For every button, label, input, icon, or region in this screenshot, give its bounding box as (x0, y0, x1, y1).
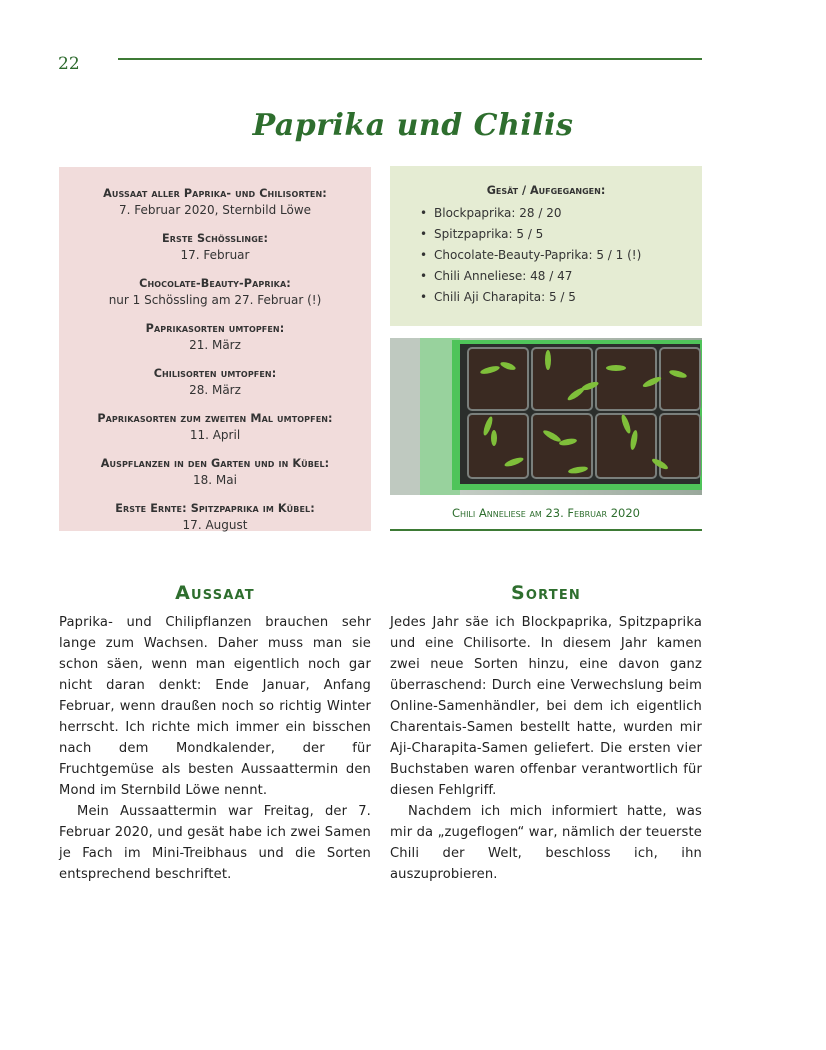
timeline-value: 17. Februar (180, 248, 250, 262)
sown-heading: Gesät / Aufgegangen: (486, 184, 606, 197)
page-title: Paprika und Chilis (252, 108, 574, 143)
list-item: • Spitzpaprika: 5 / 5 (434, 224, 686, 245)
aussaat-text (59, 612, 371, 885)
timeline-label: Paprikasorten zum zweiten Mal umtopfen: (97, 412, 333, 425)
timeline-box (59, 167, 371, 531)
timeline-entry (67, 185, 363, 219)
timeline-value: 18. Mai (193, 473, 237, 487)
timeline-label: Aussaat aller Paprika- und Chilisorten: (103, 187, 327, 200)
sorten-heading: Sorten (511, 582, 581, 604)
timeline-value: 11. April (189, 428, 241, 442)
caption-rule (390, 529, 702, 531)
timeline-value: nur 1 Schössling am 27. Februar (!) (108, 293, 322, 307)
top-rule (118, 58, 702, 60)
photo-caption: Chili Anneliese am 23. Februar 2020 (452, 506, 640, 520)
sorten-text (390, 612, 702, 885)
timeline-label: Chilisorten umtopfen: (153, 367, 277, 380)
timeline-entry (67, 230, 363, 264)
paragraph: Mein Aussaattermin war Freitag, der 7. Februar 2020, und gesät habe ich zwei Samen je Fach im Mini-Treibhaus und die Sorten entsprechend beschriftet. (59, 804, 371, 882)
timeline-entry (67, 455, 363, 489)
seedling-photo (390, 338, 702, 495)
list-item: • Chili Anneliese: 48 / 47 (434, 266, 686, 287)
sown-box (390, 166, 702, 326)
timeline-entry (67, 365, 363, 399)
list-item: • Blockpaprika: 28 / 20 (434, 203, 686, 224)
sown-list (406, 203, 686, 308)
list-item: • Chocolate-Beauty-Paprika: 5 / 1 (!) (434, 245, 686, 266)
timeline-value: 7. Februar 2020, Sternbild Löwe (118, 203, 312, 217)
timeline-entry (67, 500, 363, 534)
timeline-entry (67, 320, 363, 354)
timeline-label: Erste Ernte: Spitzpaprika im Kübel: (115, 502, 315, 515)
timeline-entry (67, 410, 363, 444)
paragraph: Jedes Jahr säe ich Blockpaprika, Spitzpaprika und eine Chilisorte. In diesem Jahr kamen zwei neue Sorten hinzu, eine davon ganz überraschend: Durch eine Verwechslung beim Online-Samenhändler, bei dem ich eigentlich Charentais-Samen bestellt hatte, wurden mir Aji-Charapita-Samen geliefert. Die ersten vier Buchstaben waren offenbar verantwortlich für diesen Fehlgriff. (390, 615, 702, 798)
timeline-label: Chocolate-Beauty-Paprika: (139, 277, 291, 290)
timeline-label: Paprikasorten umtopfen: (145, 322, 285, 335)
aussaat-heading: Aussaat (175, 582, 255, 604)
paragraph: Nachdem ich mich informiert hatte, was mir da „zugeflogen“ war, nämlich der teuerste Chili der Welt, beschloss ich, ihn auszuprobieren. (390, 804, 702, 882)
timeline-value: 17. August (182, 518, 248, 532)
timeline-label: Auspflanzen in den Garten und in Kübel: (100, 457, 330, 470)
timeline-entry (67, 275, 363, 309)
paragraph: Paprika- und Chilipflanzen brauchen sehr lange zum Wachsen. Daher muss man sie schon säen, wenn man eigentlich noch gar nicht daran denkt: Ende Januar, Anfang Februar, wenn draußen noch so richtig Winter herrscht. Ich richte mich immer ein bisschen nach dem Mondkalender, der für Fruchtgemüse als besten Aussaattermin den Mond im Sternbild Löwe nennt. (59, 615, 371, 798)
list-item: • Chili Aji Charapita: 5 / 5 (434, 287, 686, 308)
seedling-tray-image (390, 338, 702, 495)
page-number: 22 (58, 54, 80, 74)
timeline-value: 28. März (189, 383, 241, 397)
timeline-value: 21. März (189, 338, 241, 352)
timeline-label: Erste Schösslinge: (161, 232, 269, 245)
